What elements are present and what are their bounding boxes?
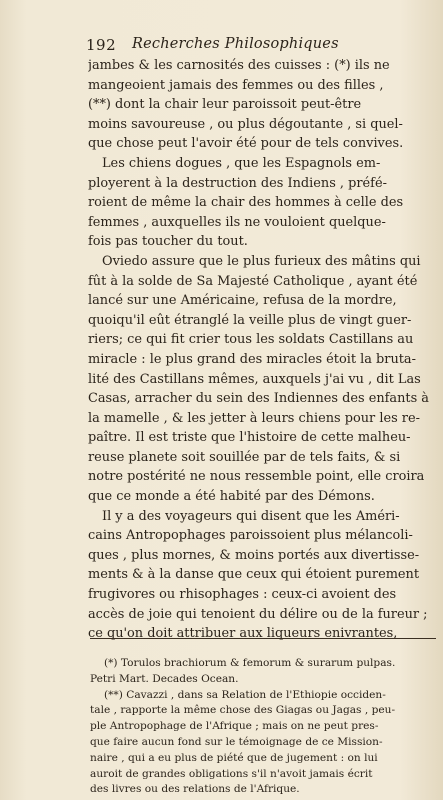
body-line: Les chiens dogues , que les Espagnols em- (102, 155, 381, 171)
body-line: que chose peut l'avoir été pour de tels convives. (88, 136, 404, 152)
body-line: ployerent à la destruction des Indiens , préfé- (88, 175, 387, 191)
body-line: Casas, arracher du sein des Indiennes des enfants à (88, 391, 429, 407)
body-line: accès de joie qui tenoient du délire ou de la fureur ; (88, 606, 428, 622)
body-line: fût à la solde de Sa Majesté Catholique , ayant été (88, 273, 418, 289)
body-line: que ce monde a été habité par des Démons. (88, 489, 375, 505)
footnote-line: naire , qui a eu plus de piété que de jugement : on lui (90, 751, 378, 764)
footnote-line: (**) Cavazzi , dans sa Relation de l'Ethiopie occiden- (104, 688, 386, 701)
footnote-line: auroit de grandes obligations s'il n'avoit jamais écrit (90, 767, 373, 780)
body-line: miracle : le plus grand des miracles étoit la bruta- (88, 351, 416, 367)
body-line: ments & à la danse que ceux qui étoient purement (88, 567, 420, 583)
body-line: jambes & les carnosités des cuisses : (*) ils ne (88, 58, 390, 73)
page-header (86, 36, 436, 56)
body-text (88, 56, 438, 644)
body-line: mangeoient jamais des femmes ou des filles , (88, 77, 384, 93)
page-number: 192 (86, 36, 117, 54)
body-line: moins savoureuse , ou plus dégoutante , si quel- (88, 116, 403, 132)
footnote-divider (90, 638, 436, 639)
body-line: lancé sur une Américaine, refusa de la mordre, (88, 293, 397, 309)
body-line: quoiqu'il eût étranglé la veille plus de vingt guer- (88, 312, 412, 328)
footnote-line: tale , rapporte la même chose des Giagas ou Jagas , peu- (90, 704, 396, 717)
footnote-line: que faire aucun fond sur le témoignage de ce Mission- (90, 735, 383, 748)
body-line: la mamelle , & les jetter à leurs chiens pour les re- (88, 410, 420, 426)
footnotes (90, 656, 436, 798)
body-line: lité des Castillans mêmes, auxquels j'ai vu , dit Las (88, 371, 421, 387)
body-line: (**) dont la chair leur paroissoit peut-être (88, 97, 362, 113)
footnote-line: des livres ou des relations de l'Afrique. (90, 783, 300, 796)
body-line: reuse planete soit souillée par de tels faits, & si (88, 449, 401, 465)
body-line: Oviedo assure que le plus furieux des mâtins qui (102, 253, 421, 269)
body-line: riers; ce qui fit crier tous les soldats Castillans au (88, 332, 414, 348)
body-line: ce qu'on doit attribuer aux liqueurs enivrantes, (88, 626, 398, 642)
body-line: roient de même la chair des hommes à celle des (88, 195, 404, 211)
footnote-line: ple Antropophage de l'Afrique ; mais on ne peut pres- (90, 720, 379, 733)
body-line: femmes , auxquelles ils ne vouloient quelque- (88, 214, 386, 230)
body-line: fois pas toucher du tout. (88, 234, 248, 250)
body-line: frugivores ou rhisophages : ceux-ci avoient des (88, 587, 397, 603)
running-title: Recherches Philosophiques (132, 36, 339, 52)
body-line: cains Antropophages paroissoient plus mélancoli- (88, 528, 413, 544)
body-line: notre postérité ne nous ressemble point, elle croira (88, 469, 425, 485)
footnote-line: Petri Mart. Decades Ocean. (90, 672, 239, 685)
footnote-line: (*) Torulos brachiorum & femorum & surarum pulpas. (104, 657, 396, 669)
body-line: paître. Il est triste que l'histoire de cette malheu- (88, 430, 411, 446)
body-line: ques , plus mornes, & moins portés aux divertisse- (88, 547, 420, 563)
body-line: Il y a des voyageurs qui disent que les Améri- (102, 508, 400, 524)
